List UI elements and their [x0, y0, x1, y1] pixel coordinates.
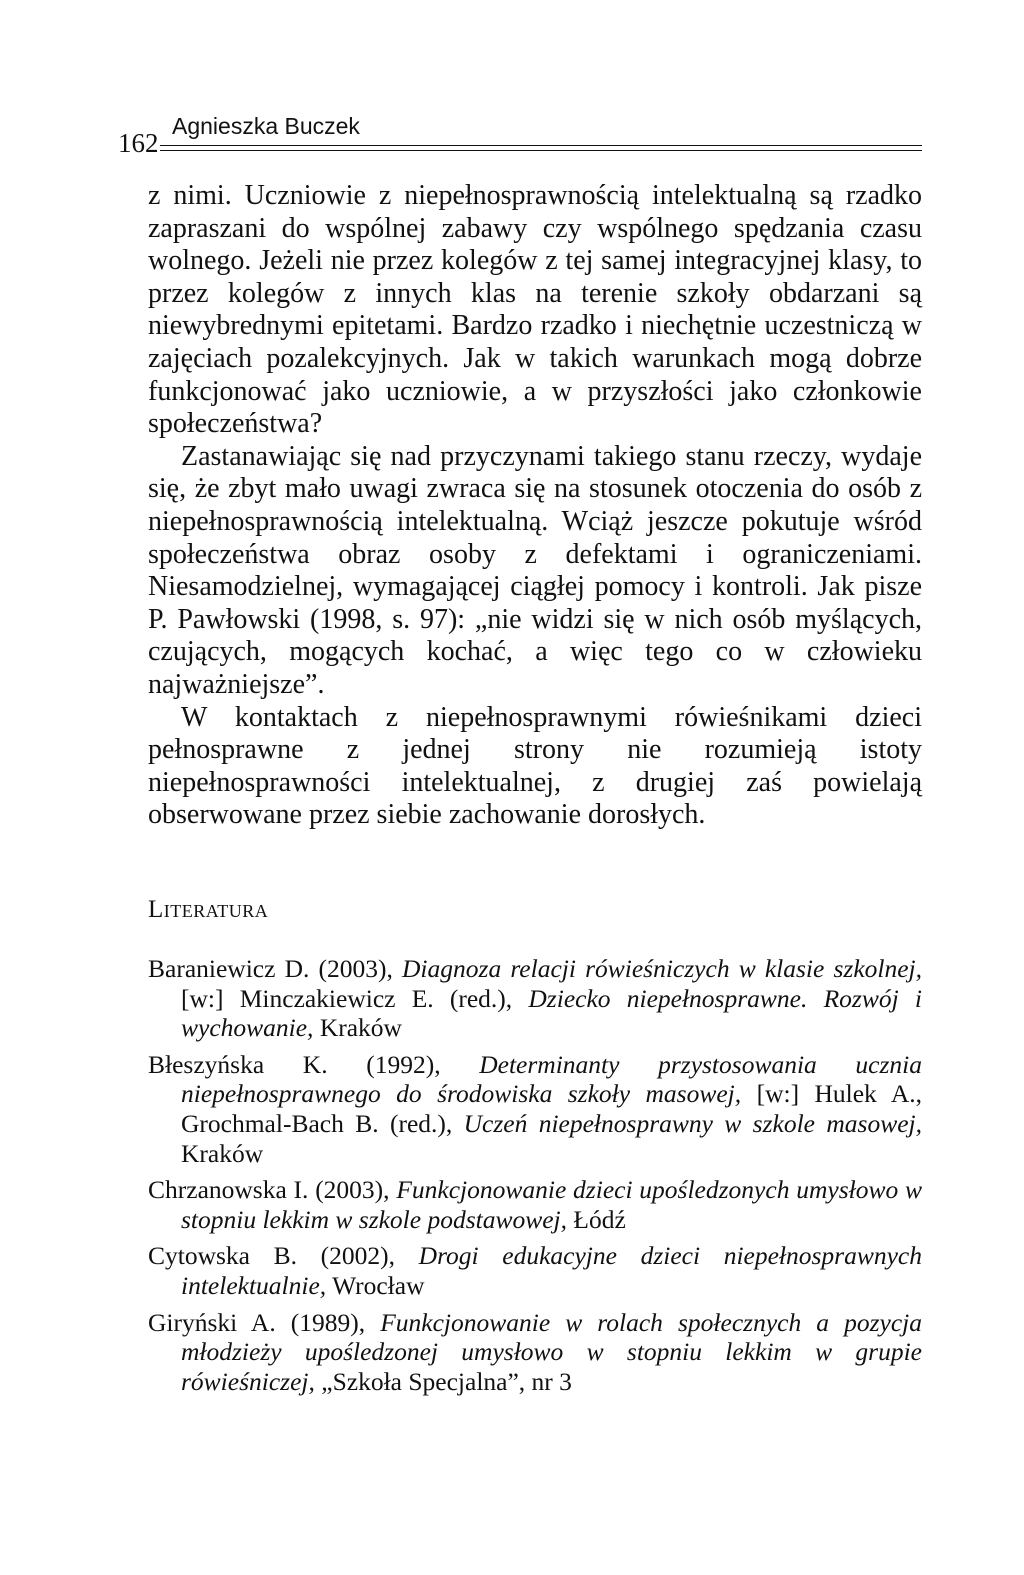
reference-authors: Cytowska B. (2002),: [148, 1241, 419, 1271]
reference-place: Kraków: [313, 1013, 402, 1043]
reference-details: Łódź: [567, 1204, 626, 1234]
reference-book-title: Dziecko niepełnosprawne. Rozwój i wychowanie,: [181, 983, 922, 1043]
reference-item: [148, 1050, 922, 1168]
reference-authors: Błeszyńska K. (1992),: [148, 1049, 480, 1079]
reference-details: Wrocław: [326, 1270, 425, 1300]
body-paragraph: z nimi. Uczniowie z niepełnosprawnością intelektualną są rzadko zapraszani do wspólnej zabawy czy wspólnego spędzania czasu wolnego. Jeżeli nie przez kolegów z tej samej integracyjnej klasy, to przez kolegów z innych klas na terenie szkoły obdarzani są niewybrednymi epitetami. Bardzo rzadko i niechętnie uczestniczą w zajęciach pozalekcyjnych. Jak w takich warunkach mogą dobrze funkcjonować jako uczniowie, a w przyszłości jako członkowie społeczeństwa?: [148, 180, 922, 440]
page-number: 162: [118, 128, 159, 158]
section-title-literatura: Literatura: [148, 896, 269, 923]
reference-details: [w:] Hulek A., Grochmal-Bach B. (red.),: [181, 1079, 922, 1138]
body-paragraph: W kontaktach z niepełnosprawnymi rówieśnikami dzieci pełnosprawne z jednej strony nie rozumieją istoty niepełnosprawności intelektualnej, z drugiej zaś powielają obserwowane przez siebie zachowanie dorosłych.: [148, 701, 922, 831]
running-head-author: Agnieszka Buczek: [172, 113, 360, 139]
reference-item: [148, 1241, 922, 1300]
header-rule-top: [160, 145, 922, 146]
reference-title: Determinanty przystosowania ucznia niepełnosprawnego do środowiska szkoły masowej,: [181, 1049, 923, 1109]
reference-title: Diagnoza relacji rówieśniczych w klasie szkolnej,: [402, 954, 923, 983]
reference-title: Funkcjonowanie w rolach społecznych a pozycja młodzieży upośledzonej umysłowo w stopniu lekkim w grupie rówieśniczej,: [181, 1307, 922, 1396]
reference-item: [148, 1308, 922, 1397]
reference-title: Funkcjonowanie dzieci upośledzonych umysłowo w stopniu lekkim w szkole podstawowej,: [181, 1175, 922, 1234]
reference-book-title: Uczeń niepełnosprawny w szkole masowej,: [463, 1108, 922, 1138]
body-text: [148, 180, 922, 832]
reference-item: [148, 954, 922, 1043]
reference-details: „Szkoła Specjalna”, nr 3: [314, 1366, 572, 1396]
header-rule-bottom: [160, 150, 922, 151]
reference-place: Kraków: [181, 1138, 264, 1168]
running-head: [118, 112, 922, 160]
reference-authors: Baraniewicz D. (2003),: [148, 954, 403, 983]
reference-title: Drogi edukacyjne dzieci niepełnosprawnych intelektualnie,: [181, 1241, 922, 1300]
reference-details: [w:] Minczakiewicz E. (red.),: [181, 983, 529, 1013]
reference-authors: Giryński A. (1989),: [148, 1307, 381, 1337]
reference-list: [148, 954, 922, 1403]
reference-item: [148, 1175, 922, 1234]
body-paragraph: Zastanawiając się nad przyczynami takiego stanu rzeczy, wydaje się, że zbyt mało uwagi zwraca się na stosunek otoczenia do osób z niepełnosprawnością intelektualną. Wciąż jeszcze pokutuje wśród społeczeństwa obraz osoby z defektami i ograniczeniami. Niesamodzielnej, wymagającej ciągłej pomocy i kontroli. Jak pisze P. Pawłowski (1998, s. 97): „nie widzi się w nich osób myślących, czujących, mogących kochać, a więc tego co w człowieku najważniejsze”.: [148, 440, 922, 700]
reference-authors: Chrzanowska I. (2003),: [148, 1175, 397, 1205]
